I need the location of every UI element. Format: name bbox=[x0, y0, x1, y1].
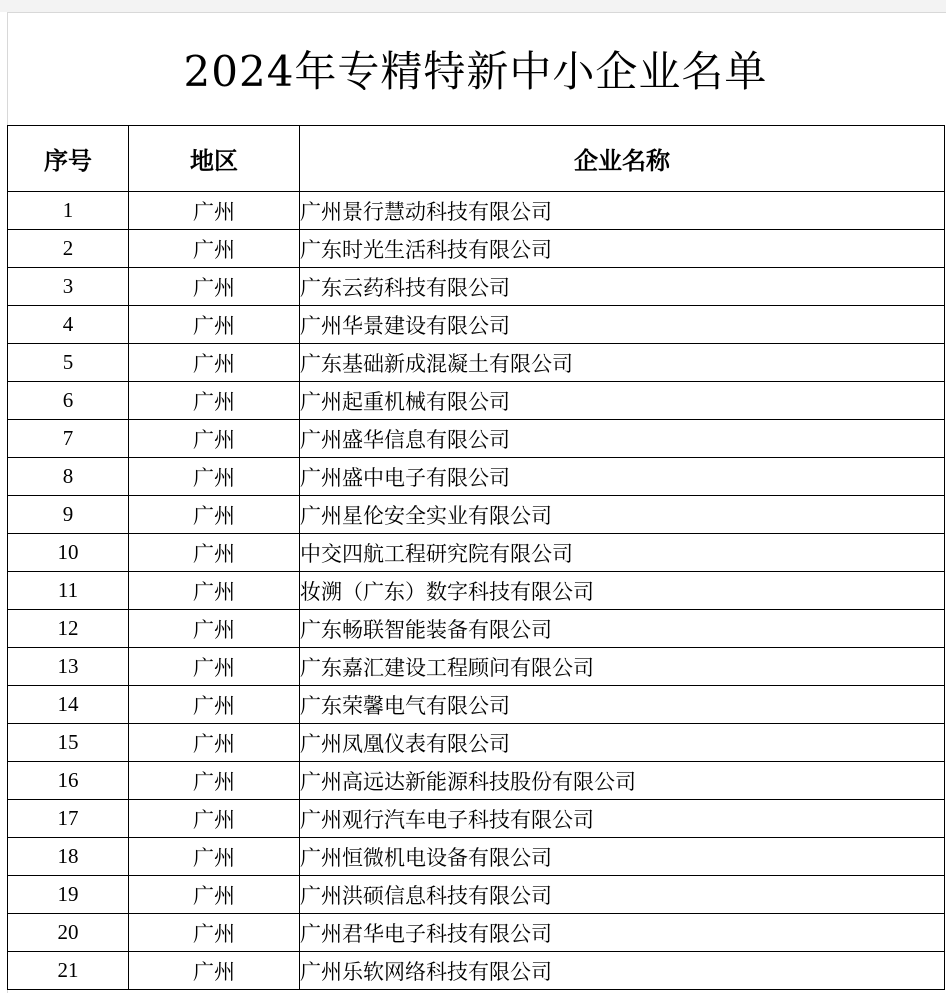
cell-seq[interactable]: 1 bbox=[8, 192, 129, 230]
cell-region[interactable]: 广州 bbox=[129, 496, 300, 534]
table-row bbox=[8, 230, 945, 268]
table-row bbox=[8, 724, 945, 762]
cell-company-name[interactable]: 广东荣馨电气有限公司 bbox=[300, 686, 945, 724]
table-row bbox=[8, 952, 945, 990]
table-row bbox=[8, 648, 945, 686]
cell-region[interactable]: 广州 bbox=[129, 686, 300, 724]
table-row bbox=[8, 876, 945, 914]
cell-region[interactable]: 广州 bbox=[129, 458, 300, 496]
cell-company-name[interactable]: 广州乐软网络科技有限公司 bbox=[300, 952, 945, 990]
table-row bbox=[8, 534, 945, 572]
cell-seq[interactable]: 19 bbox=[8, 876, 129, 914]
cell-seq[interactable]: 12 bbox=[8, 610, 129, 648]
cell-region[interactable]: 广州 bbox=[129, 610, 300, 648]
header-company[interactable]: 企业名称 bbox=[300, 126, 945, 192]
cell-company-name[interactable]: 广州景行慧动科技有限公司 bbox=[300, 192, 945, 230]
cell-region[interactable]: 广州 bbox=[129, 914, 300, 952]
cell-region[interactable]: 广州 bbox=[129, 268, 300, 306]
cell-seq[interactable]: 17 bbox=[8, 800, 129, 838]
cell-region[interactable]: 广州 bbox=[129, 382, 300, 420]
cell-seq[interactable]: 6 bbox=[8, 382, 129, 420]
table-body bbox=[8, 192, 945, 990]
table-row bbox=[8, 344, 945, 382]
cell-seq[interactable]: 9 bbox=[8, 496, 129, 534]
cell-company-name[interactable]: 妆溯（广东）数字科技有限公司 bbox=[300, 572, 945, 610]
cell-seq[interactable]: 10 bbox=[8, 534, 129, 572]
table-row bbox=[8, 610, 945, 648]
cell-seq[interactable]: 20 bbox=[8, 914, 129, 952]
cell-company-name[interactable]: 广州盛中电子有限公司 bbox=[300, 458, 945, 496]
table-row bbox=[8, 800, 945, 838]
table-row bbox=[8, 762, 945, 800]
cell-company-name[interactable]: 广东云药科技有限公司 bbox=[300, 268, 945, 306]
cell-region[interactable]: 广州 bbox=[129, 838, 300, 876]
cell-seq[interactable]: 4 bbox=[8, 306, 129, 344]
sheet-top-strip bbox=[0, 0, 946, 13]
cell-seq[interactable]: 18 bbox=[8, 838, 129, 876]
table-row bbox=[8, 686, 945, 724]
cell-company-name[interactable]: 广东时光生活科技有限公司 bbox=[300, 230, 945, 268]
cell-company-name[interactable]: 广州君华电子科技有限公司 bbox=[300, 914, 945, 952]
cell-region[interactable]: 广州 bbox=[129, 876, 300, 914]
table-row bbox=[8, 192, 945, 230]
table-row bbox=[8, 572, 945, 610]
cell-region[interactable]: 广州 bbox=[129, 534, 300, 572]
cell-region[interactable]: 广州 bbox=[129, 230, 300, 268]
cell-company-name[interactable]: 广州盛华信息有限公司 bbox=[300, 420, 945, 458]
table-row bbox=[8, 914, 945, 952]
cell-company-name[interactable]: 广东嘉汇建设工程顾问有限公司 bbox=[300, 648, 945, 686]
cell-region[interactable]: 广州 bbox=[129, 572, 300, 610]
cell-region[interactable]: 广州 bbox=[129, 420, 300, 458]
table-row bbox=[8, 496, 945, 534]
cell-company-name[interactable]: 广州观行汽车电子科技有限公司 bbox=[300, 800, 945, 838]
cell-company-name[interactable]: 广州洪硕信息科技有限公司 bbox=[300, 876, 945, 914]
table-row bbox=[8, 382, 945, 420]
cell-region[interactable]: 广州 bbox=[129, 762, 300, 800]
cell-seq[interactable]: 15 bbox=[8, 724, 129, 762]
cell-seq[interactable]: 21 bbox=[8, 952, 129, 990]
cell-company-name[interactable]: 广东基础新成混凝土有限公司 bbox=[300, 344, 945, 382]
header-row bbox=[8, 126, 945, 192]
cell-company-name[interactable]: 广州起重机械有限公司 bbox=[300, 382, 945, 420]
cell-seq[interactable]: 16 bbox=[8, 762, 129, 800]
table-row bbox=[8, 306, 945, 344]
cell-seq[interactable]: 2 bbox=[8, 230, 129, 268]
table-row bbox=[8, 838, 945, 876]
cell-company-name[interactable]: 中交四航工程研究院有限公司 bbox=[300, 534, 945, 572]
company-table bbox=[7, 125, 945, 990]
cell-seq[interactable]: 5 bbox=[8, 344, 129, 382]
cell-region[interactable]: 广州 bbox=[129, 724, 300, 762]
cell-company-name[interactable]: 广州凤凰仪表有限公司 bbox=[300, 724, 945, 762]
cell-seq[interactable]: 13 bbox=[8, 648, 129, 686]
cell-seq[interactable]: 14 bbox=[8, 686, 129, 724]
cell-region[interactable]: 广州 bbox=[129, 800, 300, 838]
table-row bbox=[8, 458, 945, 496]
sheet-title: 2024年专精特新中小企业名单 bbox=[183, 47, 768, 96]
cell-company-name[interactable]: 广东畅联智能装备有限公司 bbox=[300, 610, 945, 648]
cell-region[interactable]: 广州 bbox=[129, 192, 300, 230]
cell-company-name[interactable]: 广州星伦安全实业有限公司 bbox=[300, 496, 945, 534]
cell-seq[interactable]: 3 bbox=[8, 268, 129, 306]
cell-seq[interactable]: 8 bbox=[8, 458, 129, 496]
cell-company-name[interactable]: 广州高远达新能源科技股份有限公司 bbox=[300, 762, 945, 800]
table-row bbox=[8, 268, 945, 306]
cell-company-name[interactable]: 广州恒微机电设备有限公司 bbox=[300, 838, 945, 876]
cell-region[interactable]: 广州 bbox=[129, 648, 300, 686]
cell-company-name[interactable]: 广州华景建设有限公司 bbox=[300, 306, 945, 344]
cell-region[interactable]: 广州 bbox=[129, 952, 300, 990]
header-region[interactable]: 地区 bbox=[129, 126, 300, 192]
cell-seq[interactable]: 11 bbox=[8, 572, 129, 610]
cell-seq[interactable]: 7 bbox=[8, 420, 129, 458]
header-seq[interactable]: 序号 bbox=[8, 126, 129, 192]
cell-region[interactable]: 广州 bbox=[129, 306, 300, 344]
table-row bbox=[8, 420, 945, 458]
cell-region[interactable]: 广州 bbox=[129, 344, 300, 382]
